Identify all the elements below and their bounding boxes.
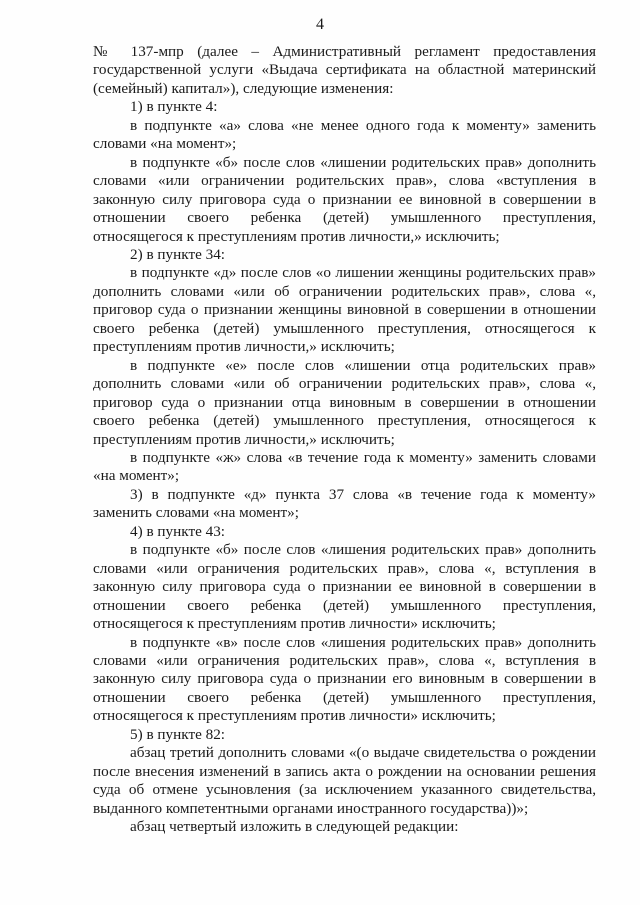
paragraph-subitem-d: в подпункте «д» после слов «о лишении женщины родительских прав» дополнить словами «или об ограничении родительских прав», слова «, приговор суда о признании женщины виновной в совершении в отношении своего ребенка (детей) умышленного преступления, относящегося к преступлениям против личности,» исключить; [93, 264, 596, 356]
page-number: 4 [316, 16, 324, 33]
paragraph-subitem-zh: в подпункте «ж» слова «в течение года к моменту» заменить словами «на момент»; [93, 448, 596, 485]
paragraph-abzac-3: абзац третий дополнить словами «(о выдаче свидетельства о рождении после внесения изменений в запись акта о рождении на основании решения суда об отмене усыновления (за исключением указанного свидетельства, выданного компетентными органами иностранного государства))»; [93, 744, 596, 817]
paragraph-item-3: 3) в подпункте «д» пункта 37 слова «в течение года к моменту» заменить словами «на момент»; [93, 485, 596, 522]
paragraph-subitem-v-43: в подпункте «в» после слов «лишения родительских прав» дополнить словами «или ограничения родительских прав», слова «, вступления в законную силу приговора суда о признании его виновным в совершении в отношении своего ребенка (детей) умышленного преступления, относящегося к преступлениям против личности» исключить; [93, 633, 596, 725]
paragraph-intro: № 137-мпр (далее – Административный регламент предоставления государственной услуги «Выдача сертификата на областной материнский (семейный) капитал»), следующие изменения: [93, 43, 596, 97]
paragraph-item-2: 2) в пункте 34: [130, 245, 226, 263]
document-body [93, 43, 596, 836]
paragraph-abzac-4: абзац четвертый изложить в следующей редакции: [130, 818, 459, 836]
paragraph-subitem-b-43: в подпункте «б» после слов «лишения родительских прав» дополнить словами «или ограничения родительских прав», слова «, вступления в законную силу приговора суда о признании ее виновной в совершении в отношении своего ребенка (детей) умышленного преступления, относящегося к преступлениям против личности» исключить; [93, 541, 596, 633]
paragraph-subitem-e: в подпункте «е» после слов «лишении отца родительских прав» дополнить словами «или об ограничении родительских прав», слова «, приговор суда о признании отца виновным в совершении в отношении своего ребенка (детей) умышленного преступления, относящегося к преступлениям против личности,» исключить; [93, 356, 596, 448]
paragraph-subitem-a: в подпункте «а» слова «не менее одного года к моменту» заменить словами «на момент»; [93, 116, 596, 153]
paragraph-subitem-b: в подпункте «б» после слов «лишении родительских прав» дополнить словами «или ограничении родительских прав», слова «вступления в законную силу приговора суда о признании ее виновной в совершении в отношении своего ребенка (детей) умышленного преступления, относящегося к преступлениям против личности,» исключить; [93, 153, 596, 245]
paragraph-item-4: 4) в пункте 43: [130, 522, 226, 540]
paragraph-item-1: 1) в пункте 4: [130, 98, 218, 116]
paragraph-item-5: 5) в пункте 82: [130, 725, 226, 743]
